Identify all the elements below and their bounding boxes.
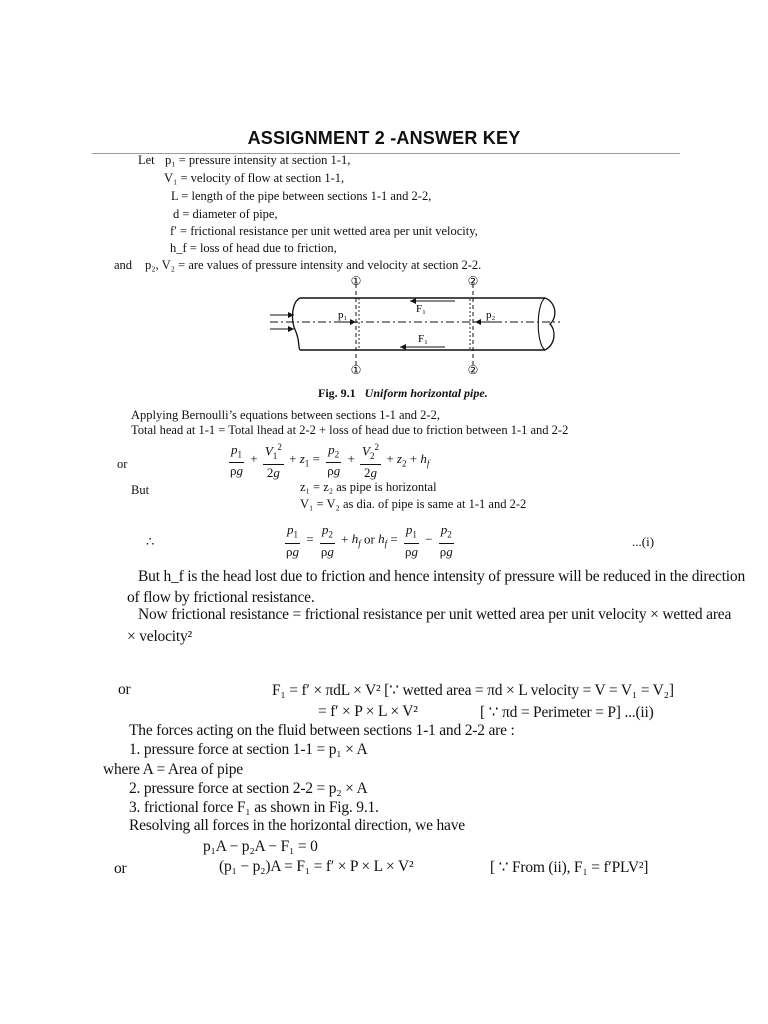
section-2-bottom-marker: ②: [467, 363, 479, 377]
section-1-bottom-marker: ①: [350, 363, 362, 377]
z-equality: z₁ = z₂ as pipe is horizontal: [300, 480, 437, 494]
f1-bottom-label: F₁: [418, 333, 428, 345]
def-p1: p₁ = pressure intensity at section 1-1,: [165, 153, 351, 167]
f1-top-label: F₁: [416, 303, 426, 315]
def-length: L = length of the pipe between sections 1-1 and 2-2,: [171, 189, 432, 203]
bernoulli-intro: Applying Bernoulli’s equations between sections 1-1 and 2-2,: [131, 408, 440, 422]
or-label-3: or: [114, 860, 127, 877]
but-label: But: [131, 483, 150, 497]
flow-by-friction: of flow by frictional resistance.: [127, 589, 315, 606]
head-lost-statement: But h_f is the head lost due to friction and hence intensity of pressure will be reduced in the direction: [138, 568, 746, 585]
equation-label-i: ...(i): [632, 534, 655, 549]
velocity-squared: × velocity²: [127, 628, 192, 645]
frictional-resistance-statement: Now frictional resistance = frictional resistance per unit wetted area per unit velocity × wetted area: [138, 606, 732, 623]
forces-intro: The forces acting on the fluid between sections 1-1 and 2-2 are :: [129, 722, 515, 739]
and-label: and: [114, 258, 133, 272]
total-head-statement: Total head at 1-1 = Total lhead at 2-2 + loss of head due to friction between 1-1 and 2-2: [131, 423, 569, 437]
def-p2-v2: p₂, V₂ = are values of pressure intensity and velocity at section 2-2.: [145, 258, 482, 272]
def-v1: V₁ = velocity of flow at section 1-1,: [164, 171, 345, 185]
def-diameter: d = diameter of pipe,: [173, 207, 278, 221]
force-balance-equation: p₁A − p₂A − F₁ = 0: [203, 838, 318, 855]
area-definition: where A = Area of pipe: [103, 761, 243, 778]
def-head-loss: h_f = loss of head due to friction,: [170, 241, 337, 255]
force-item-3: 3. frictional force F₁ as shown in Fig. 9.1.: [129, 799, 379, 816]
p1-label: p₁: [338, 309, 348, 321]
section-1-top-marker: ①: [350, 274, 362, 288]
friction-force-equation: F₁ = f′ × πdL × V² [∵ wetted area = πd × L velocity = V = V₁ = V₂]: [272, 682, 674, 699]
let-label: Let: [138, 153, 155, 167]
or-label-1: or: [117, 457, 128, 471]
from-ii-note: [ ∵ From (ii), F₁ = f′PLV²]: [490, 859, 649, 876]
force-item-2: 2. pressure force at section 2-2 = p₂ × A: [129, 780, 368, 797]
head-loss-equation: $\frac{p_1}{\rho g}$ = $\frac{p_2}{\rho g}$ + $h_f$ or $h_f$ = $\frac{p_1}{\rho g}$ − $\frac{p_2}{\rho g}$: [286, 522, 453, 559]
force-balance-equation-2: (p₁ − p₂)A = F₁ = f′ × P × L × V²: [219, 858, 414, 875]
perimeter-note: [ ∵ πd = Perimeter = P] ...(ii): [480, 704, 654, 721]
resolving-statement: Resolving all forces in the horizontal direction, we have: [129, 817, 465, 834]
figure-caption: [318, 386, 488, 401]
force-item-1: 1. pressure force at section 1-1 = p₁ × A: [129, 741, 368, 758]
figure-caption-number: Fig. 9.1: [318, 386, 356, 400]
p2-label: p₂: [486, 309, 496, 321]
therefore-symbol: ∴: [146, 534, 155, 549]
bernoulli-equation: $\frac{p_1}{\rho g}$ + $\frac{V_1^2}{2g}$ + $z_1$ = $\frac{p_2}{\rho g}$ + $\frac{V_2^2}{2g}$ + $z_2 + h_f$: [230, 441, 430, 480]
v-equality: V₁ = V₂ as dia. of pipe is same at 1-1 and 2-2: [300, 497, 527, 511]
or-label-2: or: [118, 681, 131, 698]
def-friction-resistance: f′ = frictional resistance per unit wetted area per unit velocity,: [170, 224, 478, 238]
page-title: ASSIGNMENT 2 -ANSWER KEY: [247, 128, 521, 148]
pipe-diagram: [260, 272, 570, 377]
section-2-top-marker: ②: [467, 274, 479, 288]
friction-force-equation-2: = f′ × P × L × V²: [318, 703, 418, 720]
figure-caption-text: Uniform horizontal pipe.: [364, 386, 488, 400]
